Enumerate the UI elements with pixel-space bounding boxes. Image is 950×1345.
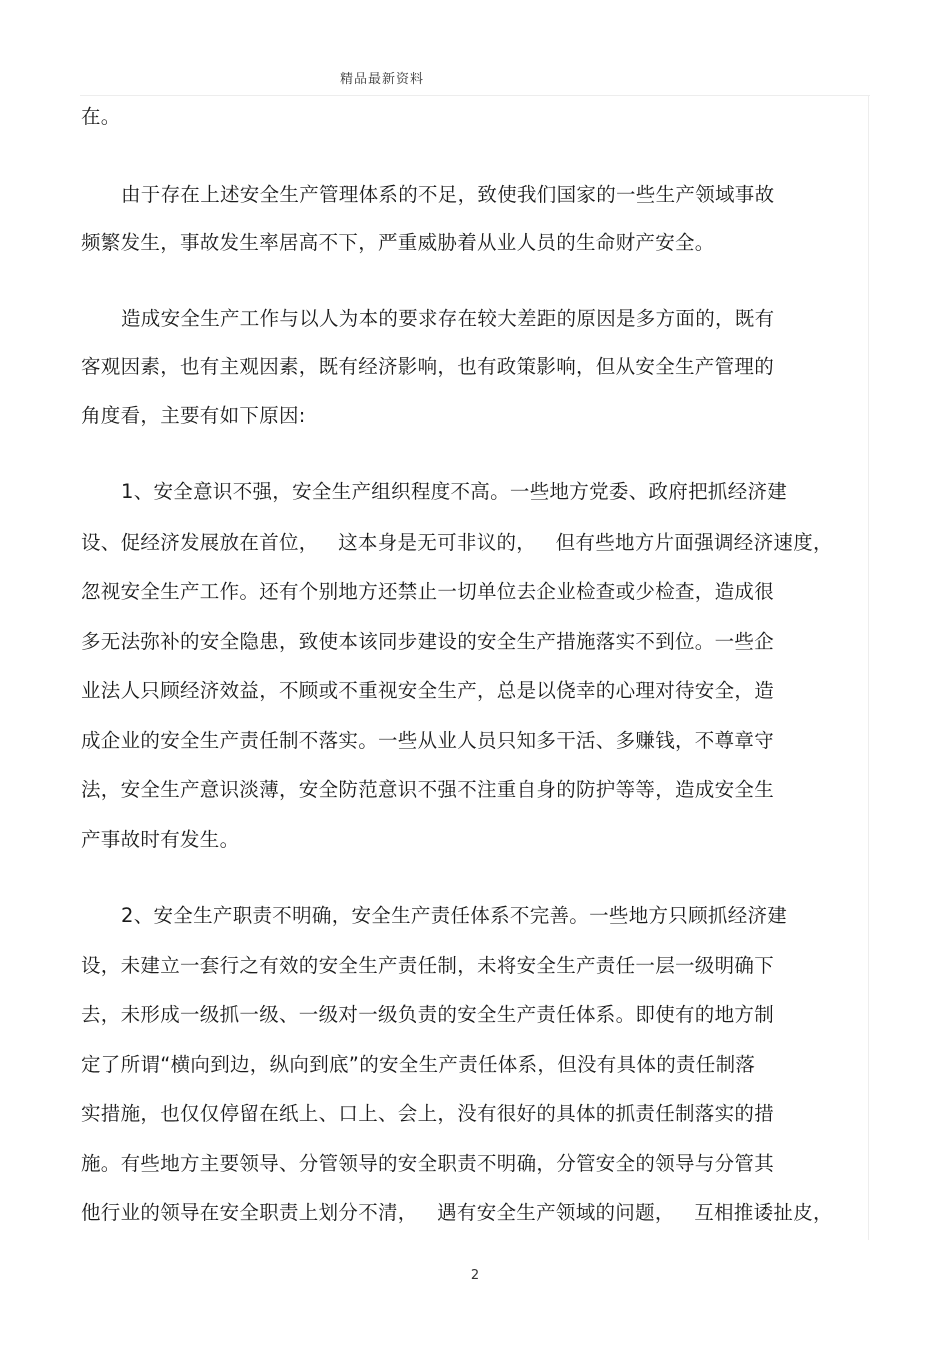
text-line: 定了所谓“横向到边，纵向到底”的安全生产责任体系，但没有具体的责任制落 [81,1053,756,1076]
right-margin-rule [868,95,869,1240]
page-number: 2 [470,1268,480,1283]
text-line: 产事故时有发生。 [81,828,240,851]
text-line: 法，安全生产意识淡薄，安全防范意识不强不注重自身的防护等等，造成安全生 [81,778,775,801]
text-line: 2、安全生产职责不明确，安全生产责任体系不完善。一些地方只顾抓经济建 [121,904,788,927]
text-line: 成企业的安全生产责任制不落实。一些从业人员只知多干活、多赚钱，不尊章守 [81,729,775,752]
text-line: 他行业的领导在安全职责上划分不清， 遇有安全生产领域的问题， 互相推诿扯皮， [81,1201,833,1224]
page-header: 精品最新资料 [340,72,425,87]
text-line: 频繁发生，事故发生率居高不下，严重威胁着从业人员的生命财产安全。 [81,231,715,254]
text-line: 去，未形成一级抓一级、一级对一级负责的安全生产责任体系。即使有的地方制 [81,1003,775,1026]
header-rule [80,95,870,96]
text-line: 由于存在上述安全生产管理体系的不足，致使我们国家的一些生产领域事故 [121,183,775,206]
text-line: 造成安全生产工作与以人为本的要求存在较大差距的原因是多方面的，既有 [121,307,775,330]
text-line: 实措施，也仅仅停留在纸上、口上、会上，没有很好的具体的抓责任制落实的措 [81,1102,775,1125]
text-line: 多无法弥补的安全隐患，致使本该同步建设的安全生产措施落实不到位。一些企 [81,630,775,653]
text-line: 1、安全意识不强，安全生产组织程度不高。一些地方党委、政府把抓经济建 [121,480,788,503]
text-line: 设、促经济发展放在首位， 这本身是无可非议的， 但有些地方片面强调经济速度， [81,531,833,554]
text-line: 业法人只顾经济效益，不顾或不重视安全生产，总是以侥幸的心理对待安全，造 [81,679,775,702]
text-line: 忽视安全生产工作。还有个别地方还禁止一切单位去企业检查或少检查，造成很 [81,580,775,603]
text-line: 角度看，主要有如下原因: [81,404,306,427]
text-line: 设，未建立一套行之有效的安全生产责任制，未将安全生产责任一层一级明确下 [81,954,775,977]
text-line: 施。有些地方主要领导、分管领导的安全职责不明确，分管安全的领导与分管其 [81,1152,775,1175]
text-line: 在。 [81,105,121,128]
text-line: 客观因素，也有主观因素，既有经济影响，也有政策影响，但从安全生产管理的 [81,355,775,378]
